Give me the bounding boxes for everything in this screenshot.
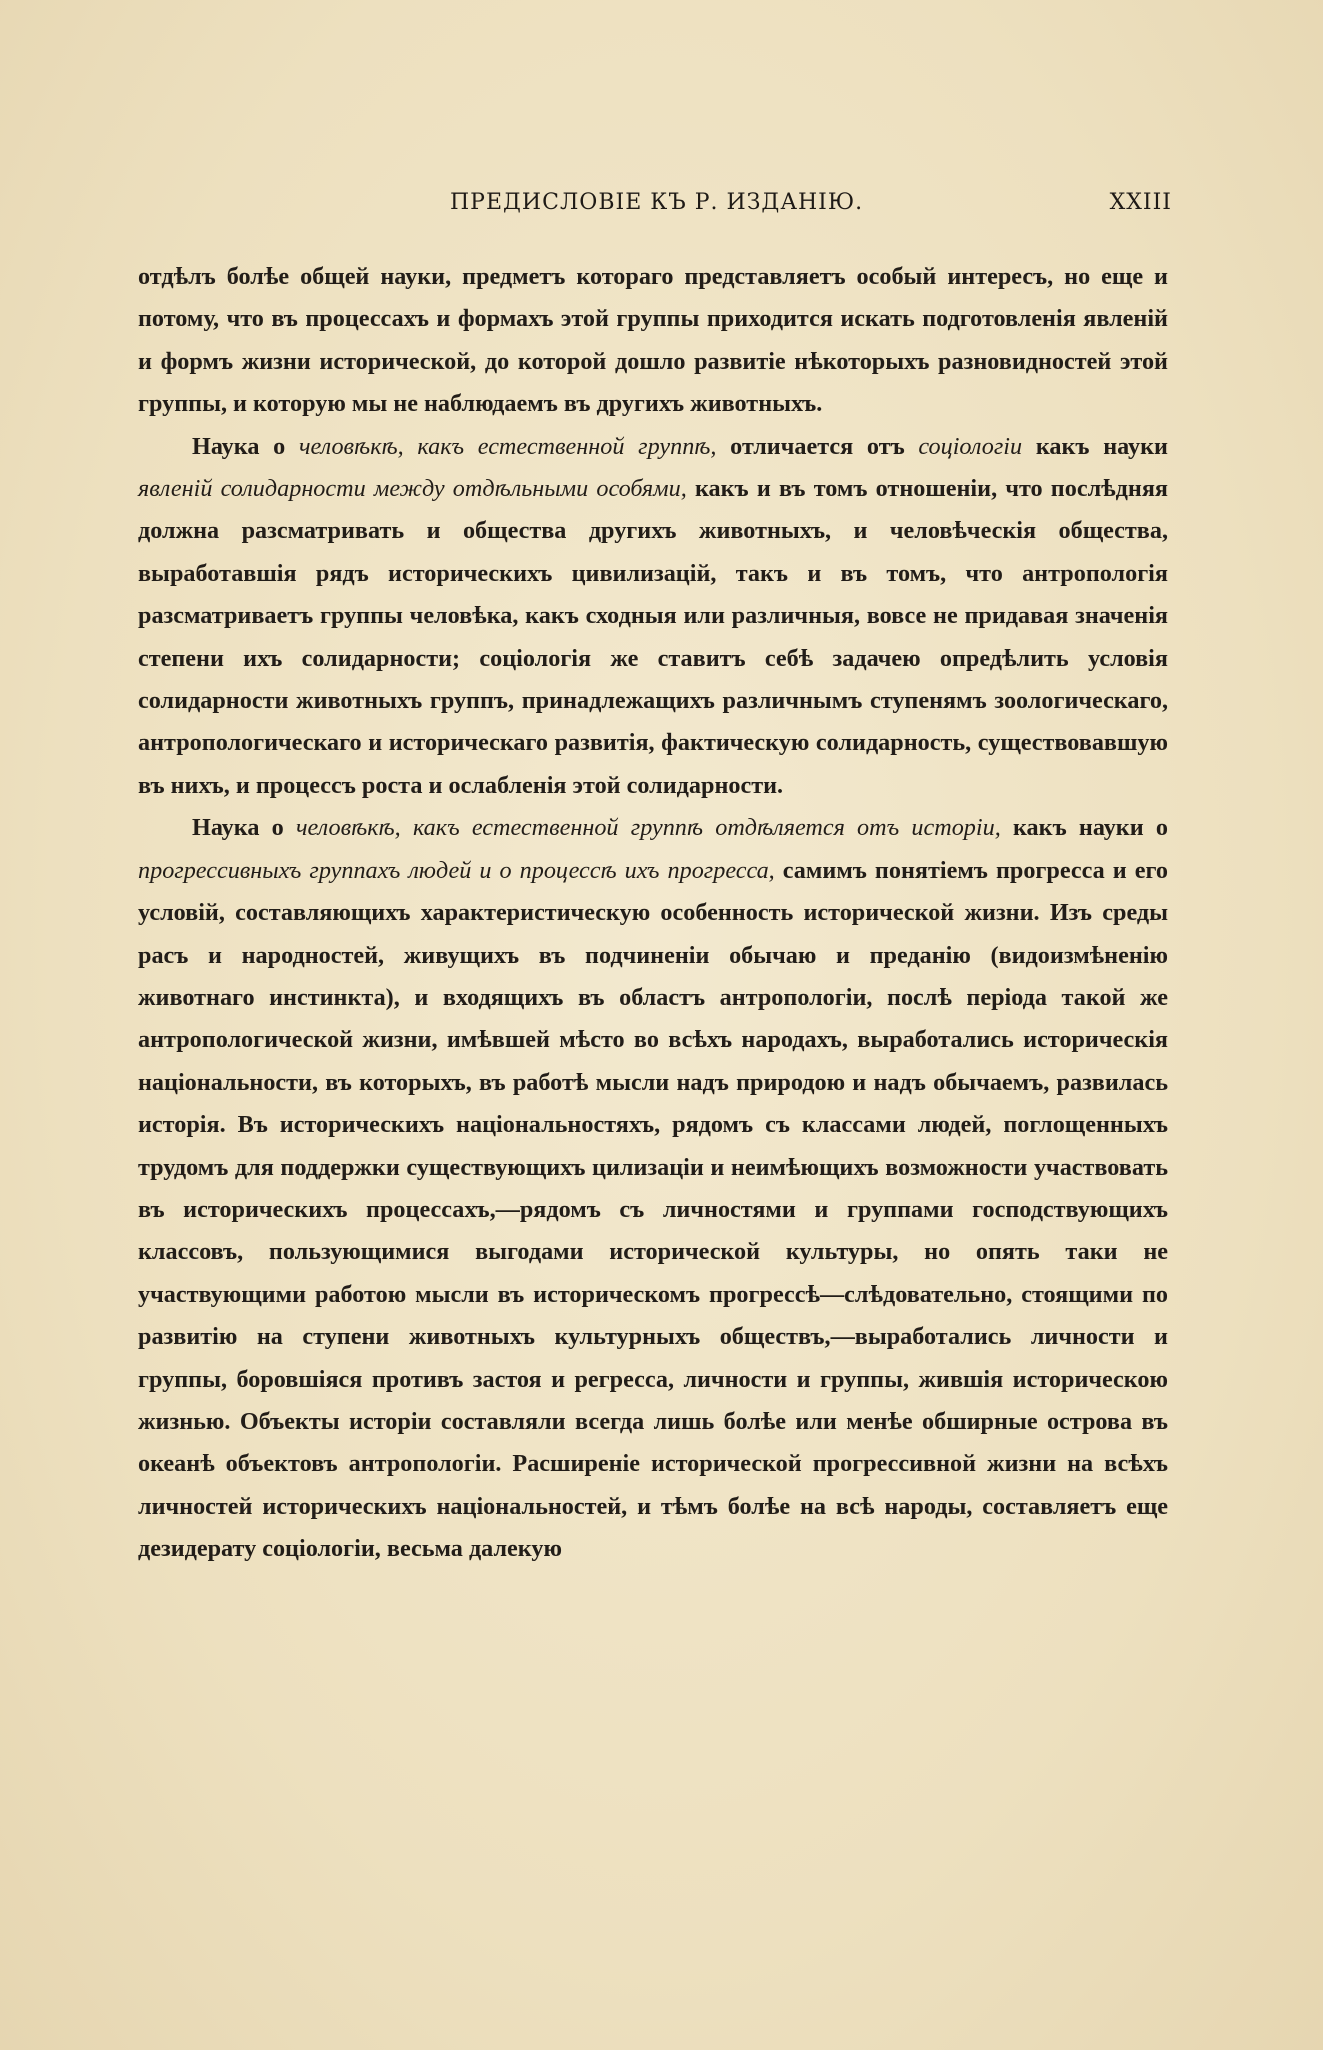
- text-segment: какъ и въ томъ отношеніи, что послѣдняя должна разсматривать и общества другихъ животныхъ, и человѣческія общества, выработавшія рядъ историческихъ цивилизацій, такъ и въ томъ, что антропологія разсматриваетъ группы человѣка, какъ сходныя или различныя, вовсе не придавая значенія степени ихъ солидарности; соціологія же ставитъ себѣ задачею опредѣлить условія солидарности животныхъ группъ, принадлежащихъ различнымъ ступенямъ зоологическаго, антропологическаго и историческаго развитія, фактическую солидарность, существовавшую въ нихъ, и процессъ роста и ослабленія этой солидарности.: [138, 475, 1168, 799]
- body-text: [138, 256, 1168, 1571]
- page-number: XXIII: [1109, 190, 1172, 215]
- italic-segment: человѣкѣ, какъ естественной группѣ отдѣляется отъ исторіи,: [296, 814, 1001, 842]
- italic-segment: явленій солидарности между отдѣльными особями,: [138, 475, 687, 503]
- text-segment: какъ науки: [1022, 432, 1168, 460]
- book-page: [138, 190, 1172, 1571]
- text-segment: Наука о: [192, 432, 299, 460]
- paragraph-3: [138, 807, 1168, 1570]
- paragraph-2: [138, 426, 1168, 808]
- text-segment: отдѣлъ болѣе общей науки, предметъ котораго представляетъ особый интересъ, но еще и потому, что въ процессахъ и формахъ этой группы приходится искать подготовленія явленій и формъ жизни исторической, до которой дошло развитіе нѣкоторыхъ разновидностей этой группы, и которую мы не наблюдаемъ въ другихъ животныхъ.: [138, 263, 1168, 418]
- italic-segment: человѣкѣ, какъ естественной группѣ,: [298, 432, 717, 460]
- text-segment: Наука о: [192, 814, 296, 842]
- text-segment: отличается отъ: [716, 432, 919, 460]
- italic-segment: соціологіи: [918, 432, 1023, 460]
- text-segment: самимъ понятіемъ прогресса и его условій, составляющихъ характеристическую особенность исторической жизни. Изъ среды расъ и народностей, живущихъ въ подчиненіи обычаю и преданію (видоизмѣненію животнаго инстинкта), и входящихъ въ областъ антропологіи, послѣ періода такой же антропологической жизни, имѣвшей мѣсто во всѣхъ народахъ, выработались историческія національности, въ которыхъ, въ работѣ мысли надъ природою и надъ обычаемъ, развилась исторія. Въ историческихъ національностяхъ, рядомъ съ классами людей, поглощенныхъ трудомъ для поддержки существующихъ цилизаціи и неимѣющихъ возможности участвовать въ историческихъ процессахъ,—рядомъ съ личностями и группами господствующихъ классовъ, пользующимися выгодами исторической культуры, но опять таки не участвующими работою мысли въ историческомъ прогрессѣ—слѣдовательно, стоящими по развитію на ступени животныхъ культурныхъ обществъ,—выработались личности и группы, боровшіяся противъ застоя и регресса, личности и группы, жившія историческою жизнью. Объекты исторіи составляли всегда лишь болѣе или менѣе обширные острова въ океанѣ объектовъ антропологіи. Расширеніе исторической прогрессивной жизни на всѣхъ личностей историческихъ національностей, и тѣмъ болѣе на всѣ народы, составляетъ еще дезидерату соціологіи, весьма далекую: [138, 856, 1168, 1563]
- running-title: ПРЕДИСЛОВІЕ КЪ Р. ИЗДАНІЮ.: [450, 190, 864, 215]
- text-segment: какъ науки о: [1000, 814, 1168, 842]
- running-head: [138, 190, 1172, 226]
- paragraph-1: [138, 256, 1168, 426]
- italic-segment: прогрессивныхъ группахъ людей и о процессѣ ихъ прогресса,: [138, 856, 775, 884]
